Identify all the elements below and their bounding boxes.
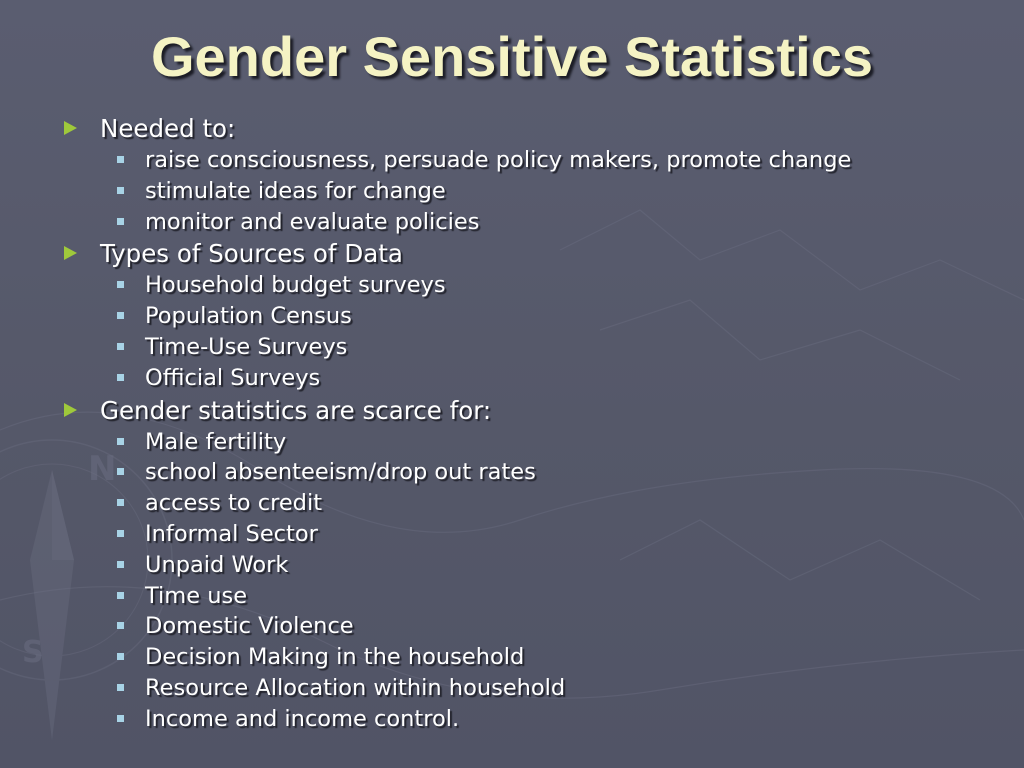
sub-bullet-item: Population Census — [100, 301, 1002, 332]
sub-bullet-item: Male fertility — [100, 427, 1002, 458]
square-bullet-icon — [117, 374, 124, 381]
triangle-right-bullet-icon — [64, 403, 77, 417]
triangle-right-bullet-icon — [64, 121, 77, 135]
sub-bullet-item: monitor and evaluate policies — [100, 207, 1002, 238]
sub-bullet-list — [100, 270, 1002, 393]
triangle-right-bullet-icon — [64, 246, 77, 260]
bullet-needed-to — [62, 112, 1002, 237]
sub-bullet-item: Resource Allocation within household — [100, 673, 1002, 704]
svg-text:S: S — [22, 635, 44, 670]
slide-title: Gender Sensitive Statistics — [150, 25, 874, 88]
square-bullet-icon — [117, 622, 124, 629]
sub-bullet-list — [100, 427, 1002, 735]
sub-bullet-item: Official Surveys — [100, 363, 1002, 394]
sub-bullet-item: Time-Use Surveys — [100, 332, 1002, 363]
square-bullet-icon — [117, 187, 124, 194]
square-bullet-icon — [117, 653, 124, 660]
sub-bullet-item: raise consciousness, persuade policy makers, promote change — [100, 145, 1002, 176]
sub-bullet-item: Household budget surveys — [100, 270, 1002, 301]
square-bullet-icon — [117, 715, 124, 722]
square-bullet-icon — [117, 499, 124, 506]
square-bullet-icon — [117, 343, 124, 350]
sub-bullet-item: Time use — [100, 581, 1002, 612]
bullet-list — [62, 112, 1002, 735]
sub-bullet-item: Unpaid Work — [100, 550, 1002, 581]
sub-bullet-item: stimulate ideas for change — [100, 176, 1002, 207]
sub-bullet-item: Income and income control. — [100, 704, 1002, 735]
bullet-label: Gender statistics are scarce for: — [100, 395, 492, 425]
sub-bullet-list — [100, 145, 1002, 237]
square-bullet-icon — [117, 468, 124, 475]
square-bullet-icon — [117, 281, 124, 288]
bullet-label: Needed to: — [100, 114, 236, 143]
square-bullet-icon — [117, 684, 124, 691]
square-bullet-icon — [117, 592, 124, 599]
square-bullet-icon — [117, 438, 124, 445]
bullet-label: Types of Sources of Data — [100, 239, 403, 269]
bullet-types-of-sources — [62, 237, 1002, 393]
square-bullet-icon — [117, 312, 124, 319]
sub-bullet-item: Informal Sector — [100, 519, 1002, 550]
sub-bullet-item: Decision Making in the household — [100, 642, 1002, 673]
svg-text:N: N — [88, 449, 117, 489]
sub-bullet-item: school absenteeism/drop out rates — [100, 457, 1002, 488]
square-bullet-icon — [117, 156, 124, 163]
sub-bullet-item: Domestic Violence — [100, 611, 1002, 642]
square-bullet-icon — [117, 218, 124, 225]
square-bullet-icon — [117, 530, 124, 537]
bullet-gender-statistics-scarce — [62, 394, 1002, 735]
square-bullet-icon — [117, 561, 124, 568]
sub-bullet-item: access to credit — [100, 488, 1002, 519]
